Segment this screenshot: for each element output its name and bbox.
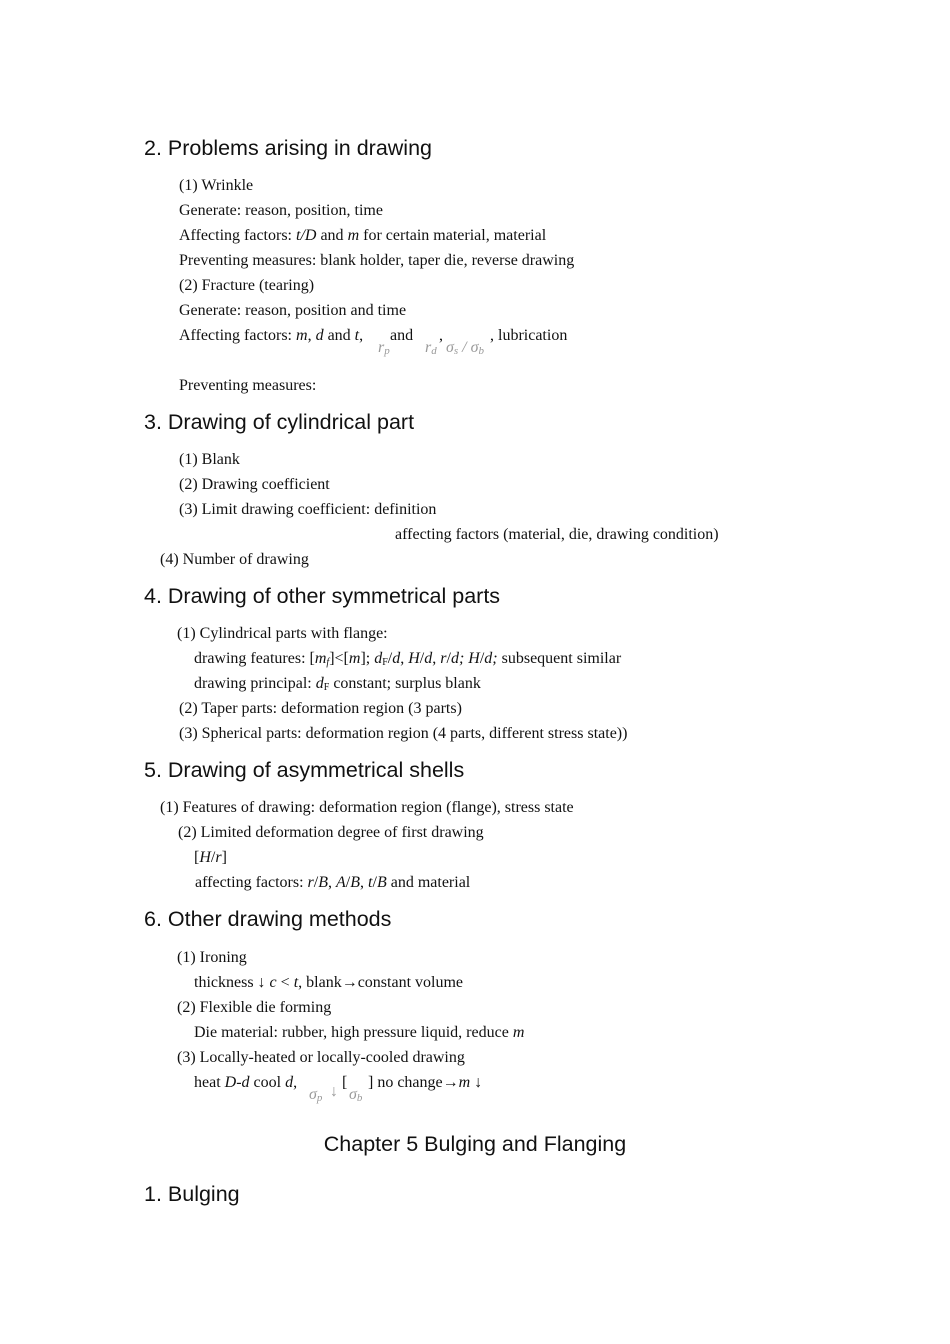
text: Affecting factors: (179, 327, 296, 344)
text-line (194, 974, 463, 992)
section-heading: 6. Other drawing methods (144, 907, 392, 931)
math-var: m (348, 650, 361, 667)
math-var: d (315, 327, 324, 344)
list-item: (2) Fracture (tearing) (179, 277, 315, 294)
math-var: t (368, 874, 373, 891)
math-var: r (307, 874, 314, 891)
text: < (276, 974, 294, 991)
text: subsequent similar (497, 650, 622, 667)
list-item: (2) Limited deformation degree of first drawing (178, 824, 484, 841)
section-heading: 5. Drawing of asymmetrical shells (144, 758, 465, 782)
math-var: B (318, 874, 329, 891)
list-item: (1) Features of drawing: deformation region (flange), stress state (160, 799, 574, 816)
text: , (432, 650, 441, 667)
text-line: Generate: reason, position and time (179, 302, 407, 319)
math-var: m (347, 227, 360, 244)
text: , (360, 874, 369, 891)
text: ]<[ (329, 650, 349, 667)
text: , (293, 1074, 298, 1091)
text: [ (342, 1074, 348, 1091)
text-line (194, 849, 227, 867)
text: , blank→constant volume (298, 974, 463, 991)
text: , (328, 874, 337, 891)
math-var: d; (484, 650, 498, 667)
math-var: H (468, 650, 480, 667)
text-line (195, 874, 470, 892)
text: / (479, 650, 485, 667)
math-var: f (326, 657, 330, 668)
text: Die material: rubber, high pressure liquid, reduce (194, 1024, 513, 1041)
math-var: m (458, 1074, 471, 1091)
math-var: d; (450, 650, 465, 667)
math-var: d (285, 1074, 294, 1091)
math-var: H (408, 650, 420, 667)
math-sub: p (384, 345, 390, 357)
text-line: Generate: reason, position, time (179, 202, 383, 219)
math-sub: F (323, 682, 330, 693)
math-var: m (314, 650, 327, 667)
text-line (368, 1074, 482, 1092)
chapter-title: Chapter 5 Bulging and Flanging (323, 1132, 627, 1156)
math-op: / (458, 339, 471, 356)
text: / (419, 650, 425, 667)
math-sub: s (453, 345, 459, 357)
text: ] (221, 849, 227, 866)
list-item: (2) Drawing coefficient (179, 476, 330, 493)
list-item: (1) Blank (179, 451, 240, 468)
math-symbol (378, 339, 390, 357)
math-var: r (378, 339, 385, 356)
math-var: r (425, 339, 432, 356)
math-sub: F (382, 657, 388, 668)
text: / (345, 874, 351, 891)
text: ↓ (470, 1074, 483, 1091)
math-var: c (269, 974, 277, 991)
math-sub: p (316, 1092, 323, 1104)
text: , (400, 650, 409, 667)
math-var: t (354, 327, 360, 344)
text-line (194, 1024, 524, 1042)
text: , (439, 327, 443, 344)
text: cool (249, 1074, 286, 1091)
list-item: (3) Locally-heated or locally-cooled drawing (177, 1049, 465, 1066)
math-var: r (440, 650, 447, 667)
text-line: Preventing measures: (179, 377, 317, 394)
math-symbol (446, 339, 484, 357)
text: / (313, 874, 319, 891)
section-heading: 1. Bulging (144, 1182, 240, 1206)
math-symbol (349, 1086, 362, 1104)
math-var: σ (309, 1086, 317, 1103)
math-var: t (293, 974, 299, 991)
math-var: r (215, 849, 222, 866)
math-var: B (376, 874, 387, 891)
text: / (210, 849, 216, 866)
text: / (387, 650, 393, 667)
math-var: t/D (296, 227, 317, 244)
math-symbol (425, 339, 437, 357)
math-var: B (350, 874, 361, 891)
text-line (194, 650, 621, 668)
text: ]; (360, 650, 375, 667)
math-var: D-d (224, 1074, 250, 1091)
math-var: σ (446, 339, 454, 356)
text: , lubrication (490, 327, 568, 344)
math-var: d (315, 675, 324, 692)
down-arrow-icon: ↓ (330, 1083, 338, 1100)
math-sub: b (478, 345, 485, 357)
math-symbol (309, 1086, 322, 1104)
text: and material (386, 874, 471, 891)
text: / (372, 874, 377, 891)
math-var: H (199, 849, 211, 866)
text: and (316, 227, 348, 244)
list-item: (3) Limit drawing coefficient: definition (179, 501, 437, 518)
text-line (194, 1074, 297, 1092)
text: Affecting factors: (179, 227, 296, 244)
list-item: (3) Spherical parts: deformation region (4 parts, different stress state)) (179, 725, 628, 742)
math-sub: b (356, 1092, 363, 1104)
text-line: affecting factors (material, die, drawing condition) (395, 526, 719, 543)
text: thickness ↓ (194, 974, 270, 991)
math-var: d (424, 650, 433, 667)
text: / (446, 650, 451, 667)
math-var: d (392, 650, 401, 667)
section-heading: 3. Drawing of cylindrical part (144, 410, 415, 434)
math-var: A (336, 874, 346, 891)
section-heading: 4. Drawing of other symmetrical parts (144, 584, 501, 608)
text-line (194, 675, 481, 693)
list-item: (4) Number of drawing (160, 551, 309, 568)
math-var: m (512, 1024, 525, 1041)
math-var: σ (349, 1086, 357, 1103)
text: and (390, 327, 414, 344)
text: [ (194, 849, 200, 866)
text: drawing principal: (194, 675, 316, 692)
list-item: (2) Taper parts: deformation region (3 parts) (179, 700, 462, 717)
text: constant; surplus blank (329, 675, 481, 692)
text-line (179, 227, 546, 245)
section-heading: 2. Problems arising in drawing (144, 136, 432, 160)
text: and (323, 327, 355, 344)
list-item: (1) Wrinkle (179, 177, 254, 194)
list-item: (1) Ironing (177, 949, 247, 966)
text: heat (194, 1074, 225, 1091)
math-var: d (374, 650, 383, 667)
text: , (307, 327, 316, 344)
math-var: σ (470, 339, 479, 356)
math-var: m (296, 327, 308, 344)
math-sub: d (431, 345, 437, 357)
text: affecting factors: (195, 874, 308, 891)
list-item: (2) Flexible die forming (177, 999, 332, 1016)
text: drawing features: [ (194, 650, 315, 667)
text-line (179, 327, 363, 345)
text-line: Preventing measures: blank holder, taper die, reverse drawing (179, 252, 575, 269)
text: for certain material, material (359, 227, 547, 244)
list-item: (1) Cylindrical parts with flange: (177, 625, 388, 642)
text: , (359, 327, 364, 344)
text: ] no change→ (368, 1074, 459, 1091)
